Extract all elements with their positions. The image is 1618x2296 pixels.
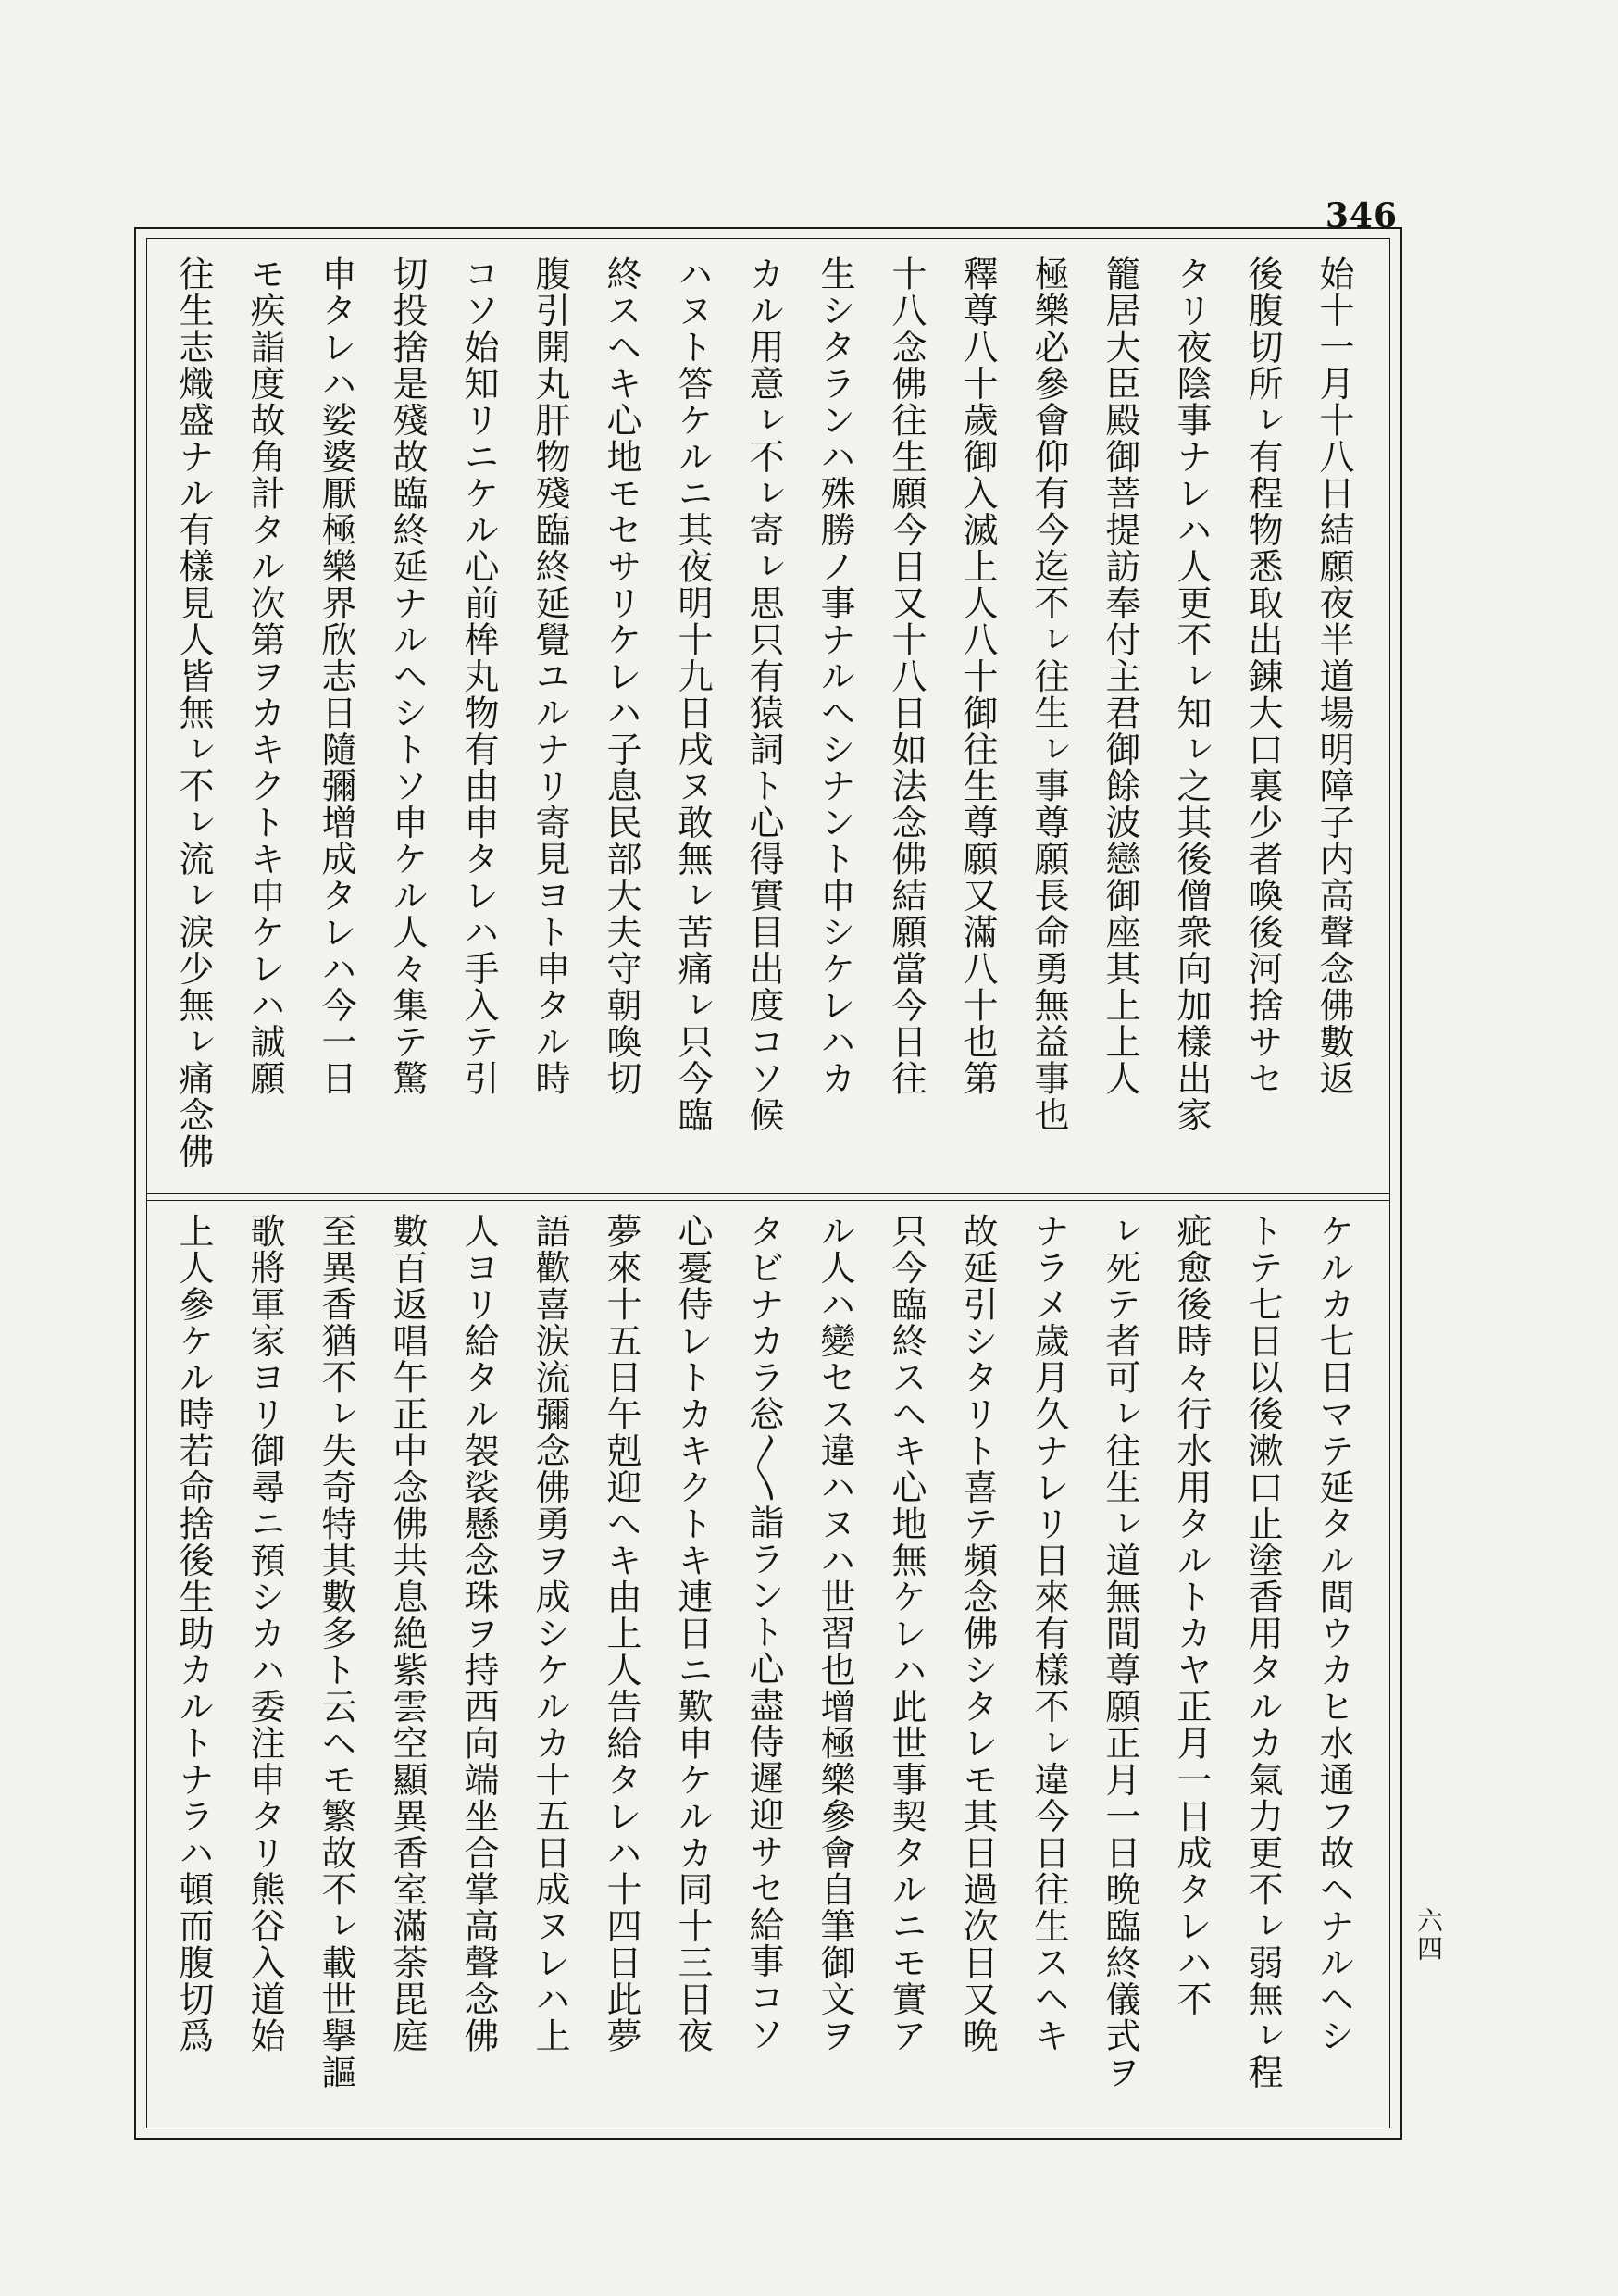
text-column: 籠居大臣殿御菩提訪奉付主君御餘波戀御座其上上人 xyxy=(1100,256,1140,1097)
text-column: 後腹切所ㇾ有程物悉取出錬大口裏少者喚後河捨サセ xyxy=(1242,256,1283,1097)
text-column: 數百返唱午正中念佛共息絶紫雲空顯異香室滿荼毘庭 xyxy=(387,1213,428,2054)
text-column: 只今臨終スヘキ心地無ケレハ此世事契タルニモ實ア xyxy=(886,1213,927,2054)
text-column: 釋尊八十歲御入滅上人八十御往生尊願又滿八十也第 xyxy=(957,256,998,1097)
text-column: 語歡喜涙流彌念佛勇ヲ成シケルカ十五日成ヌレハ上 xyxy=(529,1213,570,2054)
text-column: 至異香猶不ㇾ失奇特其數多ト云ヘモ繁故不ㇾ載世擧謳 xyxy=(316,1213,356,2090)
text-column: 生シタランハ殊勝ノ事ナルヘシナント申シケレハカ xyxy=(815,256,855,1097)
text-column: 往生志熾盛ナル有樣見人皆無ㇾ不ㇾ流ㇾ涙少無ㇾ痛念佛 xyxy=(173,256,214,1170)
text-column: 腹引開丸肝物殘臨終延覺ユルナリ寄見ヨト申タル時 xyxy=(529,256,570,1097)
page-number: 346 xyxy=(1325,196,1398,235)
margin-page-label: 六四 xyxy=(1413,1907,1444,1963)
text-column: タリ夜陰事ナレハ人更不ㇾ知ㇾ之其後僧衆向加樣出家 xyxy=(1171,256,1212,1133)
text-column: 極樂必參會仰有今迄不ㇾ往生ㇾ事尊願長命勇無益事也 xyxy=(1028,256,1069,1133)
text-column: 終スヘキ心地モセサリケレハ子息民部大夫守朝喚切 xyxy=(601,256,641,1097)
text-column: 始十一月十八日結願夜半道場明障子内高聲念佛數返 xyxy=(1313,256,1354,1097)
text-column: ㇾ死テ者可ㇾ往生ㇾ道無間尊願正月一日晩臨終儀式ヲ xyxy=(1100,1213,1140,2090)
text-column: 歌將軍家ヨリ御尋ニ預シカハ委注申タリ熊谷入道始 xyxy=(244,1213,285,2054)
text-column: 夢來十五日午剋迎ヘキ由上人告給タレハ十四日此夢 xyxy=(601,1213,641,2054)
text-column: トテ七日以後漱口止塗香用タルカ氣力更不ㇾ弱無ㇾ程 xyxy=(1242,1213,1283,2090)
text-column: 疵愈後時々行水用タルトカヤ正月一日成タレハ不 xyxy=(1171,1213,1212,2017)
text-column: ケルカ七日マテ延タル間ウカヒ水通フ故ヘナルヘシ xyxy=(1313,1213,1354,2054)
section-divider-line xyxy=(146,1200,1390,1201)
text-column: 心憂侍レトカキクトキ連日ニ歎申ケルカ同十三日夜 xyxy=(672,1213,713,2054)
text-column: 上人參ケル時若命捨後生助カルトナラハ頓而腹切爲 xyxy=(173,1213,214,2054)
text-column: コソ始知リニケル心前桙丸物有由申タレハ手入テ引 xyxy=(458,256,499,1097)
text-column: 十八念佛往生願今日又十八日如法念佛結願當今日往 xyxy=(886,256,927,1097)
text-column: 申タレハ娑婆厭極樂界欣志日隨彌增成タレハ今一日 xyxy=(316,256,356,1097)
text-column: モ疾詣度故角計タル次第ヲカキクトキ申ケレハ誠願 xyxy=(244,256,285,1097)
text-column: ハヌト答ケルニ其夜明十九日戌ヌ敢無ㇾ苦痛ㇾ只今臨 xyxy=(672,256,713,1133)
text-column: タビナカラ忩〱詣ラント心盡侍遲迎サセ給事コソ xyxy=(743,1213,784,2053)
text-column: 故延引シタリト喜テ頻念佛シタレモ其日過次日又晩 xyxy=(957,1213,998,2054)
text-column: 人ヨリ給タル袈裟懸念珠ヲ持西向端坐合掌高聲念佛 xyxy=(458,1213,499,2054)
upper-text-block xyxy=(167,256,1361,1179)
text-column: 切投捨是殘故臨終延ナルヘシトソ申ケル人々集テ驚 xyxy=(387,256,428,1097)
text-column: ル人ハ變セス違ハヌハ世習也增極樂參會自筆御文ヲ xyxy=(815,1213,855,2054)
section-divider-line xyxy=(146,1193,1390,1194)
text-column: カル用意ㇾ不ㇾ寄ㇾ思只有猿詞ト心得實目出度コソ候 xyxy=(743,256,784,1133)
text-column: ナラメ歲月久ナレリ日來有樣不ㇾ違今日往生スヘキ xyxy=(1028,1213,1069,2054)
lower-text-block xyxy=(167,1213,1361,2115)
